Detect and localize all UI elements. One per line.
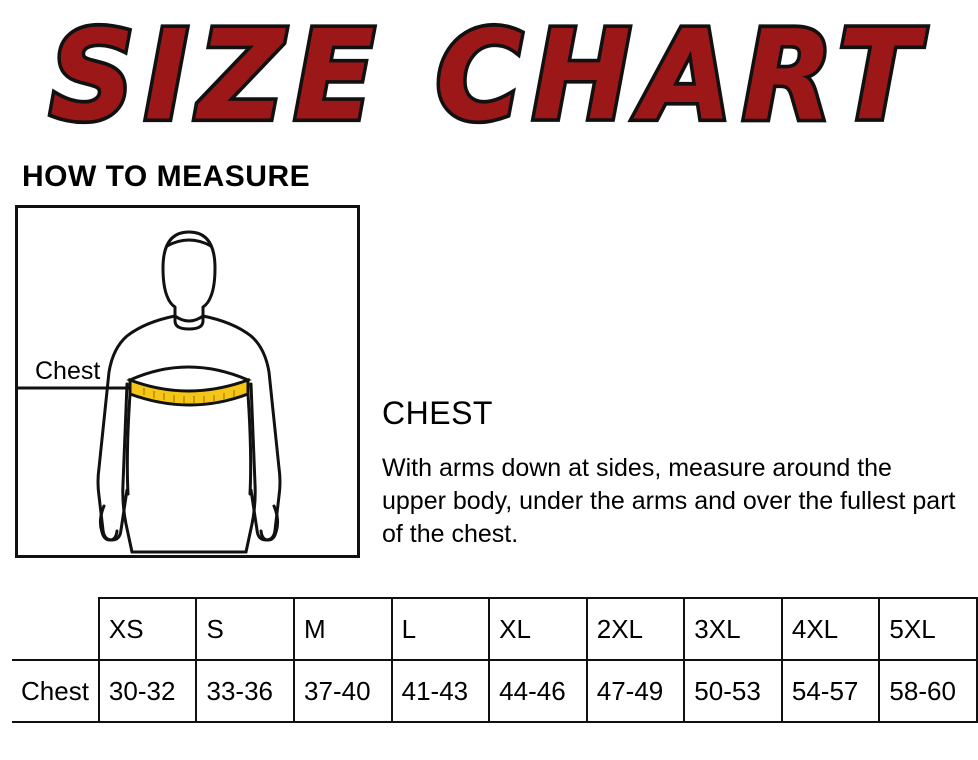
page-title-banner <box>0 0 978 150</box>
table-row-label: Chest <box>12 660 99 722</box>
table-cell: 41-43 <box>392 660 490 722</box>
table-column-header: XS <box>99 598 197 660</box>
table-column-header: 2XL <box>587 598 685 660</box>
table-column-header: XL <box>489 598 587 660</box>
how-to-measure-heading: HOW TO MEASURE <box>22 160 311 193</box>
table-cell: 30-32 <box>99 660 197 722</box>
table-cell: 47-49 <box>587 660 685 722</box>
chest-measure-label: Chest <box>35 357 101 385</box>
table-column-header: S <box>196 598 294 660</box>
table-column-header: L <box>392 598 490 660</box>
table-cell: 58-60 <box>879 660 977 722</box>
table-column-header: 4XL <box>782 598 880 660</box>
table-column-header: 5XL <box>879 598 977 660</box>
table-cell: 33-36 <box>196 660 294 722</box>
table-cell: 54-57 <box>782 660 880 722</box>
table-column-header: 3XL <box>684 598 782 660</box>
table-cell: 50-53 <box>684 660 782 722</box>
table-cell: 37-40 <box>294 660 392 722</box>
description-body: With arms down at sides, measure around the upper body, under the arms and over the fullest part of the chest. <box>382 454 956 548</box>
table-column-header: M <box>294 598 392 660</box>
table-row <box>12 660 977 722</box>
table-header-row <box>12 598 977 660</box>
description-heading: CHEST <box>382 395 493 431</box>
page-title: SIZE CHART <box>49 3 929 148</box>
table-corner-cell <box>12 598 99 660</box>
table-cell: 44-46 <box>489 660 587 722</box>
chest-tape-icon <box>130 367 248 405</box>
size-chart-table <box>12 597 978 723</box>
